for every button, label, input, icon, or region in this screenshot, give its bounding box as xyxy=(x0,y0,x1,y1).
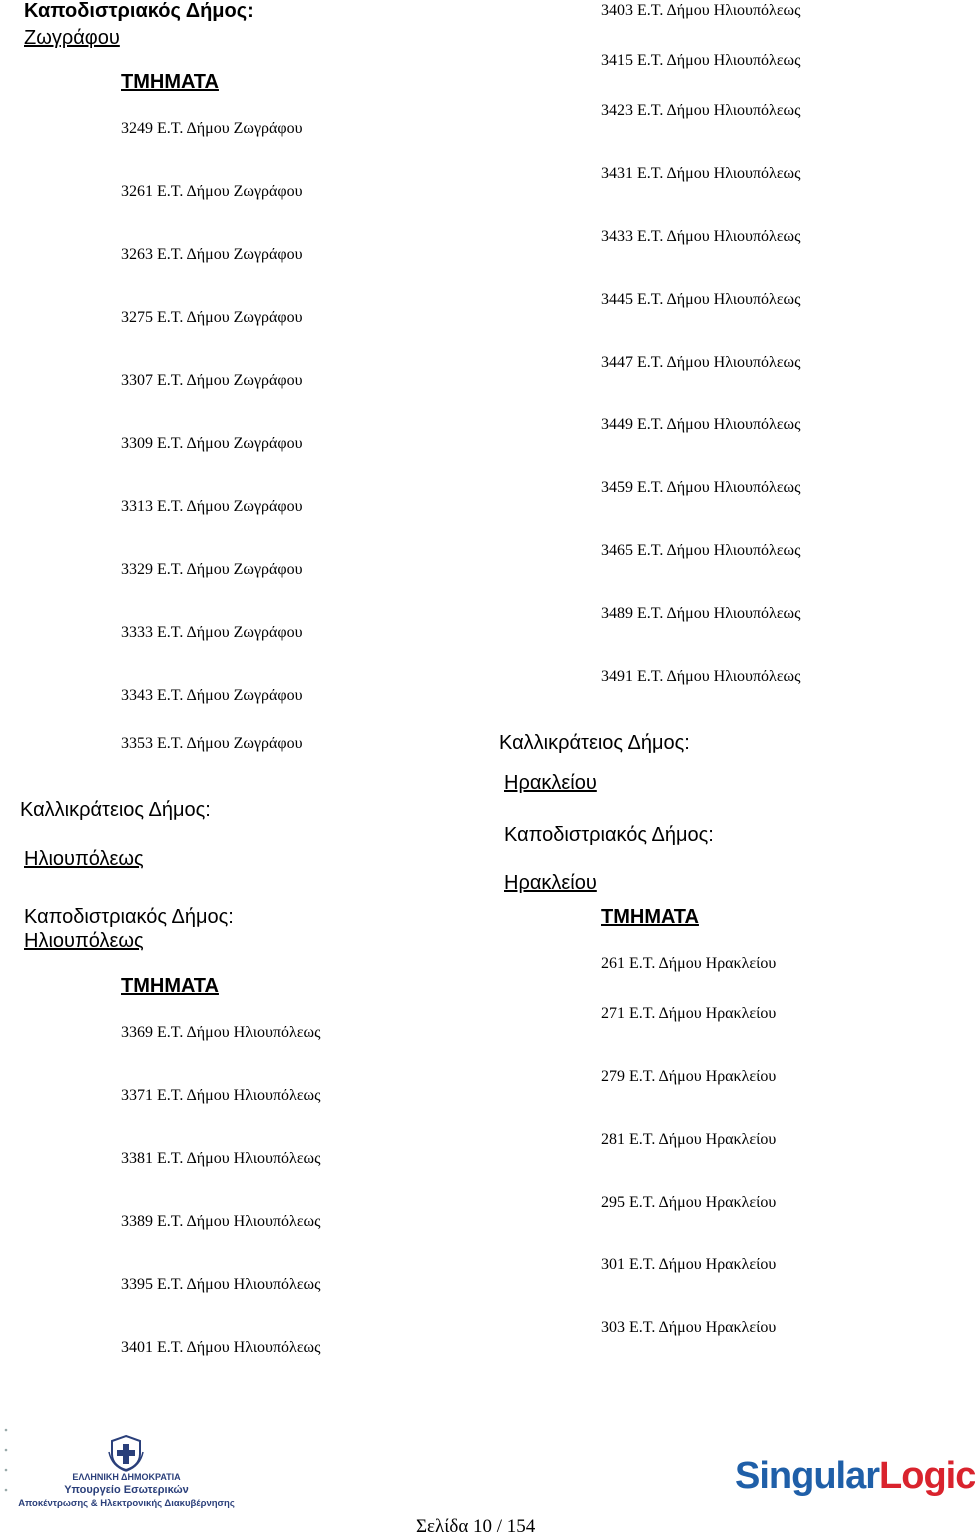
list-item: 3369 Ε.Τ. Δήμου Ηλιουπόλεως xyxy=(121,1024,321,1041)
list-item: 279 Ε.Τ. Δήμου Ηρακλείου xyxy=(601,1068,777,1085)
list-item: 3307 Ε.Τ. Δήμου Ζωγράφου xyxy=(121,372,303,389)
left-kap2-label: Καποδιστριακός Δήμος: xyxy=(24,906,234,928)
list-item: 3449 Ε.Τ. Δήμου Ηλιουπόλεως xyxy=(601,416,801,433)
left-kal-label: Καλλικράτειος Δήμος: xyxy=(20,799,211,821)
left-tmimata-heading: ΤΜΗΜΑΤΑ xyxy=(121,71,219,93)
list-item: 3431 Ε.Τ. Δήμου Ηλιουπόλεως xyxy=(601,165,801,182)
ministry-line2: Υπουργείο Εσωτερικών xyxy=(64,1484,189,1496)
list-item: 3447 Ε.Τ. Δήμου Ηλιουπόλεως xyxy=(601,354,801,371)
list-item: 3403 Ε.Τ. Δήμου Ηλιουπόλεως xyxy=(601,2,801,19)
left-tmimata2-heading: ΤΜΗΜΑΤΑ xyxy=(121,975,219,997)
brand-part2: Logic xyxy=(879,1455,975,1497)
singularlogic-logo xyxy=(735,1455,975,1505)
list-item: 3381 Ε.Τ. Δήμου Ηλιουπόλεως xyxy=(121,1150,321,1167)
list-item: 3395 Ε.Τ. Δήμου Ηλιουπόλεως xyxy=(121,1276,321,1293)
list-item: 3249 Ε.Τ. Δήμου Ζωγράφου xyxy=(121,120,303,137)
list-item: 301 Ε.Τ. Δήμου Ηρακλείου xyxy=(601,1256,777,1273)
list-item: 3465 Ε.Τ. Δήμου Ηλιουπόλεως xyxy=(601,542,801,559)
list-item: 303 Ε.Τ. Δήμου Ηρακλείου xyxy=(601,1319,777,1336)
list-item: 3445 Ε.Τ. Δήμου Ηλιουπόλεως xyxy=(601,291,801,308)
greek-coat-of-arms-icon xyxy=(107,1434,145,1472)
page-number: Σελίδα 10 / 154 xyxy=(416,1516,536,1537)
list-item: 3333 Ε.Τ. Δήμου Ζωγράφου xyxy=(121,624,303,641)
list-item: 3401 Ε.Τ. Δήμου Ηλιουπόλεως xyxy=(121,1339,321,1356)
ministry-logo xyxy=(4,1420,254,1520)
list-item: 3309 Ε.Τ. Δήμου Ζωγράφου xyxy=(121,435,303,452)
list-item: 3415 Ε.Τ. Δήμου Ηλιουπόλεως xyxy=(601,52,801,69)
list-item: 3313 Ε.Τ. Δήμου Ζωγράφου xyxy=(121,498,303,515)
right-kap-label: Καποδιστριακός Δήμος: xyxy=(504,824,714,846)
left-kap-label: Καποδιστριακός Δήμος: xyxy=(24,0,254,22)
ministry-line3: Αποκέντρωσης & Ηλεκτρονικής Διακυβέρνησης xyxy=(18,1498,235,1509)
right-kal-label: Καλλικράτειος Δήμος: xyxy=(499,732,690,754)
list-item: 3491 Ε.Τ. Δήμου Ηλιουπόλεως xyxy=(601,668,801,685)
list-item: 3371 Ε.Τ. Δήμου Ηλιουπόλεως xyxy=(121,1087,321,1104)
list-item: 271 Ε.Τ. Δήμου Ηρακλείου xyxy=(601,1005,777,1022)
list-item: 3489 Ε.Τ. Δήμου Ηλιουπόλεως xyxy=(601,605,801,622)
list-item: 3275 Ε.Τ. Δήμου Ζωγράφου xyxy=(121,309,303,326)
list-item: 3263 Ε.Τ. Δήμου Ζωγράφου xyxy=(121,246,303,263)
list-item: 3353 Ε.Τ. Δήμου Ζωγράφου xyxy=(121,735,303,752)
list-item: 3389 Ε.Τ. Δήμου Ηλιουπόλεως xyxy=(121,1213,321,1230)
right-kap-value: Ηρακλείου xyxy=(504,872,597,894)
list-item: 3459 Ε.Τ. Δήμου Ηλιουπόλεως xyxy=(601,479,801,496)
list-item: 3433 Ε.Τ. Δήμου Ηλιουπόλεως xyxy=(601,228,801,245)
ministry-line1: ΕΛΛΗΝΙΚΗ ΔΗΜΟΚΡΑΤΙΑ xyxy=(72,1472,181,1482)
right-tmimata-heading: ΤΜΗΜΑΤΑ xyxy=(601,906,699,928)
list-item: 3329 Ε.Τ. Δήμου Ζωγράφου xyxy=(121,561,303,578)
list-item: 261 Ε.Τ. Δήμου Ηρακλείου xyxy=(601,955,777,972)
left-kap-value: Ζωγράφου xyxy=(24,27,120,49)
brand-part1: Singular xyxy=(735,1455,880,1497)
list-item: 3343 Ε.Τ. Δήμου Ζωγράφου xyxy=(121,687,303,704)
list-item: 3423 Ε.Τ. Δήμου Ηλιουπόλεως xyxy=(601,102,801,119)
left-kal-value: Ηλιουπόλεως xyxy=(24,848,144,870)
right-kal-value: Ηρακλείου xyxy=(504,772,597,794)
left-kap2-value: Ηλιουπόλεως xyxy=(24,930,144,952)
list-item: 3261 Ε.Τ. Δήμου Ζωγράφου xyxy=(121,183,303,200)
list-item: 295 Ε.Τ. Δήμου Ηρακλείου xyxy=(601,1194,777,1211)
list-item: 281 Ε.Τ. Δήμου Ηρακλείου xyxy=(601,1131,777,1148)
